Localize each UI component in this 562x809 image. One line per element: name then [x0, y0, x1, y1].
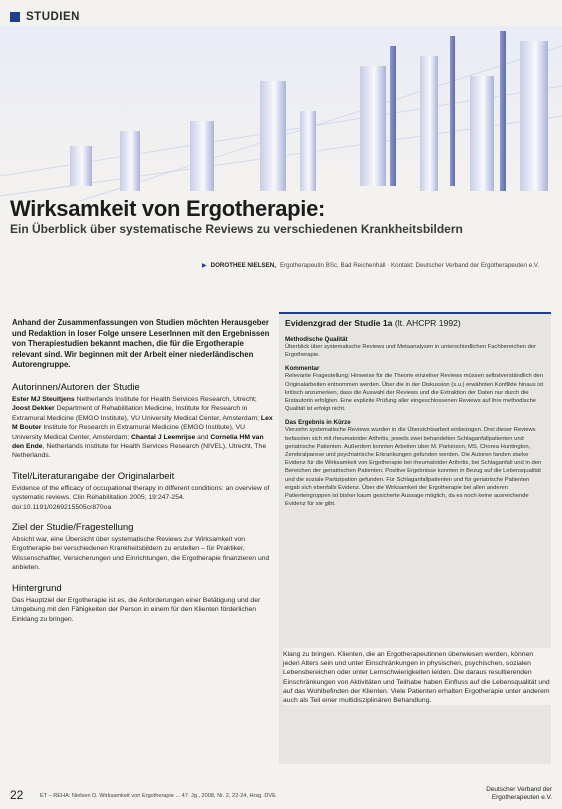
result-heading: Das Ergebnis in Kürze: [285, 419, 351, 427]
comment-heading: Kommentar: [285, 365, 320, 373]
background-text: Das Hauptziel der Ergotherapie ist es, die Anforderungen einer Betätigung und der Umgebung mit den Fähigkeiten der Person in einem für den Klienten förderlichen Einklang zu bringen.: [12, 596, 261, 623]
background-heading: Hintergrund: [12, 582, 62, 594]
evidence-section-comment: [279, 359, 551, 413]
footer-org-line1: Deutscher Verband der: [486, 786, 552, 793]
footer-organization: [486, 786, 552, 802]
author-name: Lex M Bouter: [12, 414, 273, 432]
author-affiliation: Netherlands Institute for Health Services Research, Utrecht;: [74, 396, 257, 403]
page-number: 22: [10, 788, 24, 802]
section-label: STUDIEN: [26, 11, 80, 23]
quality-text: Überblick über systematische Reviews und Metaanalysen in unterschiedlichen Fachbereichen der Ergotherapie.: [285, 344, 537, 359]
footer-reference: ET – REHA: Nielsen D. Wirksamkeit von Ergotherapie ... 47. Jg., 2008, Nr. 2, 22-24, Hrsg. DVE: [40, 793, 276, 799]
quality-heading: Methodische Qualität: [285, 336, 348, 343]
author-affiliation: , Netherlands Institute for Health Services Research (NIVEL), Utrecht, The Netherlands.: [12, 443, 267, 460]
aim-heading: Ziel der Studie/Fragestellung: [12, 522, 134, 534]
byline-role: Ergotherapeutin BSc, Bad Reichenhall · Kontakt: Deutscher Verband der Ergotherapeuten e.V.: [279, 262, 540, 269]
right-column-text: Klang zu bringen. Klienten, die an Ergotherapeutinnen überwiesen werden, können jeden Alters sein und unter Einschränkungen in physischen, psychischen, sozialen Lebensbereichen oder unter Lernschwierigkeiten leiden. Die daraus resultierenden Einschränkungen von Aktivitäten und Teilhabe haben Einfluss auf die Lebensqualität und auf das Wohlbefinden der Klienten. Viele Patienten erhalten Ergotherapie unter anderem auch als Teil einer multidisziplinären Behandlung.: [283, 648, 551, 705]
reference-text: Evidence of the efficacy of occupational therapy in different conditions: an overview of systematic reviews. Clin Rehabilitation 2005; 19:247-254. doi:10.1191/0269215505cr870oa: [12, 484, 270, 511]
authors-text: [12, 395, 274, 461]
evidence-title-text: Evidenzgrad der Studie 1a: [285, 318, 393, 328]
author-affiliation: Department of Rehabilitation Medicine, Institute for Research in Extramural Medicine (EMGO Institute), VU University Medical Center, Amsterdam;: [12, 405, 261, 422]
aim-text: Absicht war, eine Übersicht über systematische Reviews zur Wirksamkeit von Ergotherapie bei verschiedenen Krankheitsbildern zu erstellen – für Praktiker, Wissenschaftler, Versicherungen und Einrichtungen, die Ergotherapie finanzieren und anbieten.: [12, 536, 270, 572]
article-title: Wirksamkeit von Ergotherapie:: [10, 196, 326, 221]
author-name: Joost Dekker: [12, 405, 55, 413]
evidence-title-ref: (lt. AHCPR 1992): [394, 318, 461, 328]
reference-heading: Titel/Literaturangabe der Originalarbeit: [12, 470, 175, 482]
hero-bars-illustration: [0, 26, 562, 201]
author-name: Cornelia HM van den Ende: [12, 433, 264, 451]
section-tag: [10, 11, 80, 23]
hero-graphic: [0, 26, 562, 201]
triangle-right-icon: ▶: [202, 263, 207, 269]
evidence-section-result: [279, 413, 551, 508]
section-marker-icon: [10, 12, 20, 22]
lead-paragraph: Anhand der Zusammenfassungen von Studien möchten Herausgeber und Redaktion in loser Folge unsere LeserInnen mit den Ergebnissen von Therapiestudien bekannt machen, die für die Ergotherapie relevant sind. Wir beginnen mit der Arbeit einer niederländischen Autorengruppe.: [12, 318, 270, 370]
author-name: Chantal J Leemrijse: [131, 433, 196, 441]
author-affiliation: and: [195, 433, 211, 441]
left-column: [12, 382, 274, 624]
evidence-box-title: [279, 314, 551, 330]
author-name: Ester MJ Steultjens: [12, 396, 75, 403]
footer-org-line2: Ergotherapeuten e.V.: [491, 794, 552, 801]
article-subtitle: Ein Überblick über systematische Reviews zu verschiedenen Krankheitsbildern: [10, 222, 463, 236]
author-affiliation: Institute for Research in Extramural Medicine (EMGO Institute), VU University Medical Center, Amsterdam;: [12, 424, 246, 441]
byline-author: DOROTHEE NIELSEN,: [210, 262, 276, 269]
comment-text: Relevante Fragestellung; Hinweise für die Theorie einzelner Reviews müssen selbstverständlich den Originalarbeiten entnommen werden. Über die in der Diskussion (s.u.) erwähnten Konflikte hinaus ist kritisch anzumerken, dass die Auswahl der Reviews und die Extraktion der Daten nur durch die Erstautorin erfolgten. Eine explizite Prüfung aller eingeschlossenen Reviews auf ihre methodische Qualität ist erfolgt nicht.: [285, 373, 544, 413]
result-text: Vierzehn systematische Reviews wurden in die Übersichtsarbeit einbezogen. Drei dieser Reviews befassten sich mit rheumatoider Arthritis, jeweils zwei behandelten Schlaganfallpatienten und geriatrische Patienten. Außerdem konnten Arbeiten über M. Parkinson, MS, Chorea Huntington, Zerebralparese und psychiatrische Erkrankungen gefunden werden. Die Autoren fanden starke Evidenz für die Wirksamkeit von Ergotherapie bei rheumatoider Arthritis, bei Schlaganfall und in den Bereichen der geriatrischen Patienten. Positive Ergebnisse konnten in Bezug auf die Lebensqualität und die soziale Partizipation gefunden. Für Schlaganfallpatienten und für geriatrische Patienten ergab sich ebenfalls Evidenz. Über die Wirksamkeit der Ergotherapie bei allen anderen Patientengruppen ist bisher kaum gesicherte Aussage möglich, da es noch keine ausreichende Evidenz für sie gibt.: [285, 427, 542, 508]
byline: [202, 262, 539, 269]
authors-heading: Autorinnen/Autoren der Studie: [12, 382, 140, 393]
evidence-section-quality: [279, 330, 551, 359]
